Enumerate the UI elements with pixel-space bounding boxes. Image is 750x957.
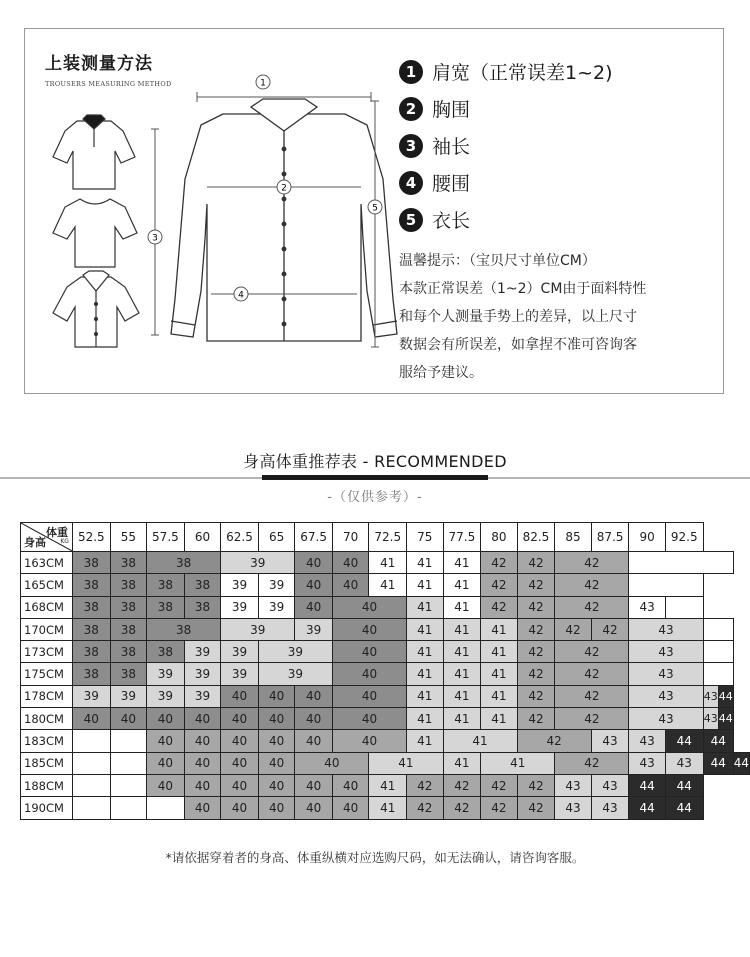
size-cell: 39 — [147, 685, 185, 707]
table-row — [21, 752, 750, 774]
size-cell: 40 — [221, 797, 259, 819]
size-cell: 38 — [72, 618, 110, 640]
size-cell: 43 — [555, 797, 591, 819]
height-row-header: 170CM — [21, 618, 73, 640]
size-cell: 43 — [629, 596, 665, 618]
size-cell: 41 — [443, 618, 481, 640]
legend-item-waist — [399, 164, 613, 201]
size-cell: 39 — [184, 685, 220, 707]
size-cell — [703, 685, 733, 707]
polo-shirt-icon — [53, 115, 135, 189]
size-cell: 40 — [221, 774, 259, 796]
size-value: 43 — [704, 708, 719, 729]
size-value: 43 — [704, 686, 719, 707]
size-cell: 41 — [443, 574, 481, 596]
size-cell: 43 — [591, 797, 629, 819]
size-cell: 43 — [665, 752, 703, 774]
size-cell: 41 — [407, 618, 443, 640]
size-cell: 38 — [184, 574, 220, 596]
size-cell: 40 — [184, 774, 220, 796]
size-cell: 44 — [703, 752, 733, 774]
size-cell: 42 — [517, 730, 591, 752]
size-cell — [72, 752, 110, 774]
size-cell: 40 — [184, 730, 220, 752]
size-cell: 41 — [443, 596, 481, 618]
size-cell: 42 — [517, 685, 555, 707]
height-row-header: 180CM — [21, 708, 73, 730]
size-cell: 41 — [481, 663, 517, 685]
height-row-header: 165CM — [21, 574, 73, 596]
recommend-note: *请依据穿着者的身高、体重纵横对应选购尺码，如无法确认，请咨询客服。 — [165, 850, 585, 865]
size-cell: 40 — [332, 774, 368, 796]
table-row — [21, 574, 750, 596]
legend-number: 2 — [399, 97, 423, 121]
size-cell: 40 — [72, 708, 110, 730]
size-cell: 38 — [147, 618, 221, 640]
size-cell: 44 — [703, 730, 733, 752]
size-cell: 40 — [295, 596, 333, 618]
marker-1: 1 — [260, 78, 266, 89]
size-cell: 40 — [295, 797, 333, 819]
size-cell: 41 — [481, 618, 517, 640]
size-cell: 40 — [332, 618, 406, 640]
tips-line: 和每个人测量手势上的差异，以上尺寸 — [399, 309, 637, 325]
size-cell: 39 — [258, 641, 332, 663]
size-cell: 40 — [184, 708, 220, 730]
size-cell — [110, 774, 146, 796]
legend-number: 3 — [399, 134, 423, 158]
measurement-legend — [399, 53, 613, 238]
long-sleeve-shirt-icon — [171, 99, 397, 341]
size-cell: 42 — [517, 552, 555, 574]
height-row-header: 178CM — [21, 685, 73, 707]
weight-header-cell: 60 — [184, 523, 220, 552]
size-cell: 38 — [147, 596, 185, 618]
size-cell — [110, 797, 146, 819]
weight-header-cell: 92.5 — [665, 523, 703, 552]
size-cell: 40 — [258, 797, 294, 819]
weight-label: 体重 — [45, 526, 68, 539]
legend-number: 4 — [399, 171, 423, 195]
table-row — [21, 618, 750, 640]
weight-header-cell: 87.5 — [591, 523, 629, 552]
size-cell: 42 — [555, 574, 629, 596]
size-cell: 39 — [258, 596, 294, 618]
size-cell: 40 — [147, 730, 185, 752]
size-cell: 40 — [295, 774, 333, 796]
size-cell: 42 — [555, 708, 629, 730]
size-cell — [110, 752, 146, 774]
legend-label: 肩宽（正常误差1~2) — [432, 62, 613, 84]
weight-header-cell: 80 — [481, 523, 517, 552]
measuring-method-panel — [24, 28, 724, 394]
size-cell: 38 — [147, 552, 221, 574]
size-cell: 41 — [481, 752, 555, 774]
size-cell: 40 — [332, 708, 406, 730]
size-cell: 41 — [443, 752, 481, 774]
size-cell: 43 — [629, 752, 665, 774]
height-row-header: 183CM — [21, 730, 73, 752]
size-recommend-table — [20, 522, 750, 820]
size-cell: 42 — [555, 752, 629, 774]
size-cell: 44 — [629, 774, 665, 796]
size-cell — [703, 663, 733, 685]
recommend-title: 身高体重推荐表 - RECOMMENDED — [243, 452, 507, 471]
height-label: 身高 — [24, 536, 46, 549]
height-row-header: 163CM — [21, 552, 73, 574]
table-row — [21, 641, 750, 663]
size-cell: 40 — [258, 774, 294, 796]
size-cell: 40 — [184, 752, 220, 774]
size-cell: 42 — [443, 797, 481, 819]
tips-line: 数据会有所误差，如拿捏不准可咨询客 — [399, 337, 637, 353]
size-cell — [72, 797, 110, 819]
size-cell: 40 — [258, 730, 294, 752]
size-cell: 39 — [110, 685, 146, 707]
weight-header-cell: 90 — [629, 523, 665, 552]
table-row — [21, 596, 750, 618]
size-cell: 39 — [221, 596, 259, 618]
size-cell: 42 — [481, 574, 517, 596]
size-cell: 42 — [481, 774, 517, 796]
size-cell: 41 — [481, 641, 517, 663]
size-cell: 40 — [295, 552, 333, 574]
height-row-header: 188CM — [21, 774, 73, 796]
size-cell: 42 — [517, 663, 555, 685]
recommend-subtitle: -（仅供参考）- — [327, 490, 423, 505]
table-row — [21, 663, 750, 685]
size-cell: 38 — [110, 641, 146, 663]
marker-4: 4 — [238, 290, 244, 301]
size-cell: 39 — [221, 618, 295, 640]
size-cell: 39 — [258, 663, 332, 685]
size-cell: 40 — [295, 752, 369, 774]
size-cell: 43 — [629, 708, 703, 730]
legend-label: 胸围 — [432, 99, 471, 121]
size-cell: 41 — [481, 708, 517, 730]
size-cell: 42 — [517, 574, 555, 596]
size-cell: 41 — [369, 774, 407, 796]
size-cell: 40 — [110, 708, 146, 730]
size-cell: 42 — [555, 618, 591, 640]
size-cell: 41 — [407, 641, 443, 663]
tips-line: 本款正常误差（1~2）CM由于面料特性 — [399, 281, 647, 297]
size-cell: 41 — [407, 708, 443, 730]
tips-line: 温馨提示：（宝贝尺寸单位CM） — [399, 253, 596, 269]
size-cell: 44 — [665, 730, 703, 752]
size-cell: 44 — [629, 797, 665, 819]
size-cell: 40 — [258, 752, 294, 774]
size-cell: 43 — [629, 663, 703, 685]
size-cell: 38 — [72, 663, 110, 685]
size-cell: 38 — [147, 641, 185, 663]
size-cell: 40 — [221, 730, 259, 752]
size-cell: 40 — [332, 552, 368, 574]
size-cell: 38 — [110, 574, 146, 596]
size-cell: 38 — [110, 552, 146, 574]
size-cell: 39 — [184, 663, 220, 685]
weight-header-cell: 85 — [555, 523, 591, 552]
size-cell — [703, 618, 733, 640]
size-cell: 41 — [443, 708, 481, 730]
size-cell — [703, 708, 733, 730]
size-cell — [147, 797, 185, 819]
size-cell: 40 — [147, 774, 185, 796]
size-cell: 42 — [481, 797, 517, 819]
size-value: 44 — [719, 708, 733, 729]
weight-header-cell: 57.5 — [147, 523, 185, 552]
weight-header-cell: 65 — [258, 523, 294, 552]
size-cell: 41 — [443, 641, 481, 663]
size-cell: 42 — [517, 797, 555, 819]
size-cell: 41 — [369, 752, 443, 774]
size-cell: 42 — [555, 552, 629, 574]
size-cell: 40 — [295, 730, 333, 752]
size-cell: 43 — [629, 685, 703, 707]
size-cell: 42 — [555, 596, 629, 618]
size-cell: 42 — [517, 641, 555, 663]
weight-header-cell: 55 — [110, 523, 146, 552]
size-cell — [703, 641, 733, 663]
size-cell: 41 — [407, 730, 443, 752]
size-cell: 39 — [221, 552, 295, 574]
table-row — [21, 708, 750, 730]
size-cell: 40 — [221, 708, 259, 730]
height-row-header: 173CM — [21, 641, 73, 663]
size-cell: 39 — [221, 663, 259, 685]
size-cell: 42 — [555, 663, 629, 685]
size-cell: 42 — [517, 774, 555, 796]
weight-header-cell: 62.5 — [221, 523, 259, 552]
size-cell: 42 — [555, 641, 629, 663]
height-row-header: 168CM — [21, 596, 73, 618]
size-cell — [72, 730, 110, 752]
size-cell: 43 — [591, 774, 629, 796]
size-cell: 40 — [258, 708, 294, 730]
size-cell: 38 — [110, 618, 146, 640]
size-cell: 38 — [72, 596, 110, 618]
size-cell: 41 — [407, 685, 443, 707]
legend-label: 腰围 — [432, 173, 471, 195]
size-cell — [110, 730, 146, 752]
size-cell: 40 — [332, 797, 368, 819]
size-cell: 40 — [184, 797, 220, 819]
height-row-header: 185CM — [21, 752, 73, 774]
size-cell: 39 — [295, 618, 333, 640]
size-tips — [399, 247, 709, 387]
kg-label: KG — [60, 538, 69, 545]
size-cell: 41 — [407, 552, 443, 574]
legend-item-length — [399, 201, 613, 238]
size-cell: 39 — [147, 663, 185, 685]
size-cell: 42 — [517, 708, 555, 730]
size-cell: 42 — [481, 596, 517, 618]
size-cell: 43 — [555, 774, 591, 796]
size-cell: 40 — [332, 730, 406, 752]
size-cell: 43 — [591, 730, 629, 752]
table-row — [21, 774, 750, 796]
size-cell: 43 — [629, 730, 665, 752]
size-cell: 40 — [332, 574, 368, 596]
size-cell: 38 — [72, 641, 110, 663]
size-value: 44 — [719, 686, 733, 707]
legend-item-sleeve — [399, 127, 613, 164]
size-cell: 38 — [110, 663, 146, 685]
size-cell: 38 — [184, 596, 220, 618]
size-cell: 42 — [407, 774, 443, 796]
size-cell — [629, 552, 733, 574]
size-cell: 44 — [733, 752, 749, 774]
weight-header-cell: 70 — [332, 523, 368, 552]
size-cell: 40 — [221, 685, 259, 707]
size-cell: 39 — [72, 685, 110, 707]
button-shirt-icon — [53, 271, 139, 347]
size-cell: 40 — [332, 685, 406, 707]
legend-label: 衣长 — [432, 210, 471, 232]
size-cell: 40 — [332, 641, 406, 663]
legend-number: 1 — [399, 60, 423, 84]
size-cell: 40 — [221, 752, 259, 774]
size-cell: 40 — [295, 574, 333, 596]
table-corner-cell — [21, 523, 73, 552]
size-cell: 42 — [517, 596, 555, 618]
marker-2: 2 — [281, 183, 287, 194]
legend-item-chest — [399, 90, 613, 127]
size-cell: 40 — [147, 708, 185, 730]
size-cell: 41 — [443, 552, 481, 574]
weight-header-cell: 67.5 — [295, 523, 333, 552]
size-cell: 39 — [184, 641, 220, 663]
table-row — [21, 685, 750, 707]
size-cell: 42 — [407, 797, 443, 819]
size-cell: 41 — [443, 663, 481, 685]
size-cell: 41 — [369, 797, 407, 819]
size-cell: 39 — [221, 641, 259, 663]
title-underline-bar — [262, 475, 488, 480]
size-cell: 40 — [332, 663, 406, 685]
size-cell: 41 — [407, 663, 443, 685]
size-cell: 42 — [443, 774, 481, 796]
weight-header-cell: 75 — [407, 523, 443, 552]
size-cell: 41 — [407, 596, 443, 618]
weight-header-cell: 52.5 — [72, 523, 110, 552]
weight-header-cell: 72.5 — [369, 523, 407, 552]
size-cell — [629, 574, 703, 596]
legend-number: 5 — [399, 208, 423, 232]
table-header-row — [21, 523, 750, 552]
size-cell: 43 — [629, 641, 703, 663]
weight-header-cell: 82.5 — [517, 523, 555, 552]
size-cell — [72, 774, 110, 796]
size-cell: 39 — [221, 574, 259, 596]
size-cell: 42 — [555, 685, 629, 707]
size-cell: 41 — [481, 685, 517, 707]
tips-line: 服给予建议。 — [399, 365, 483, 381]
marker-3: 3 — [152, 233, 158, 244]
size-cell: 38 — [147, 574, 185, 596]
size-cell: 38 — [110, 596, 146, 618]
weight-header-cell: 77.5 — [443, 523, 481, 552]
measuring-title: 上装测量方法 — [45, 54, 153, 74]
size-cell: 40 — [295, 708, 333, 730]
legend-label: 袖长 — [432, 136, 471, 158]
size-cell: 42 — [481, 552, 517, 574]
size-cell — [665, 596, 703, 618]
size-cell: 41 — [369, 574, 407, 596]
size-cell: 42 — [591, 618, 629, 640]
legend-item-shoulder — [399, 53, 613, 90]
height-row-header: 175CM — [21, 663, 73, 685]
size-cell: 42 — [517, 618, 555, 640]
size-cell: 41 — [443, 730, 517, 752]
size-cell: 41 — [407, 574, 443, 596]
size-cell: 41 — [369, 552, 407, 574]
size-cell: 41 — [443, 685, 481, 707]
size-cell: 38 — [72, 574, 110, 596]
size-cell: 38 — [72, 552, 110, 574]
size-cell: 39 — [258, 574, 294, 596]
size-cell: 44 — [665, 797, 703, 819]
size-cell: 44 — [665, 774, 703, 796]
table-row — [21, 730, 750, 752]
size-cell: 40 — [295, 685, 333, 707]
size-cell: 40 — [258, 685, 294, 707]
size-cell: 40 — [147, 752, 185, 774]
measuring-subtitle: TROUSERS MEASURING METHOD — [45, 80, 172, 88]
table-row — [21, 797, 750, 819]
height-row-header: 190CM — [21, 797, 73, 819]
size-cell: 40 — [332, 596, 406, 618]
table-row — [21, 552, 750, 574]
tshirt-icon — [53, 199, 137, 267]
marker-5: 5 — [372, 203, 378, 214]
size-cell: 43 — [629, 618, 703, 640]
